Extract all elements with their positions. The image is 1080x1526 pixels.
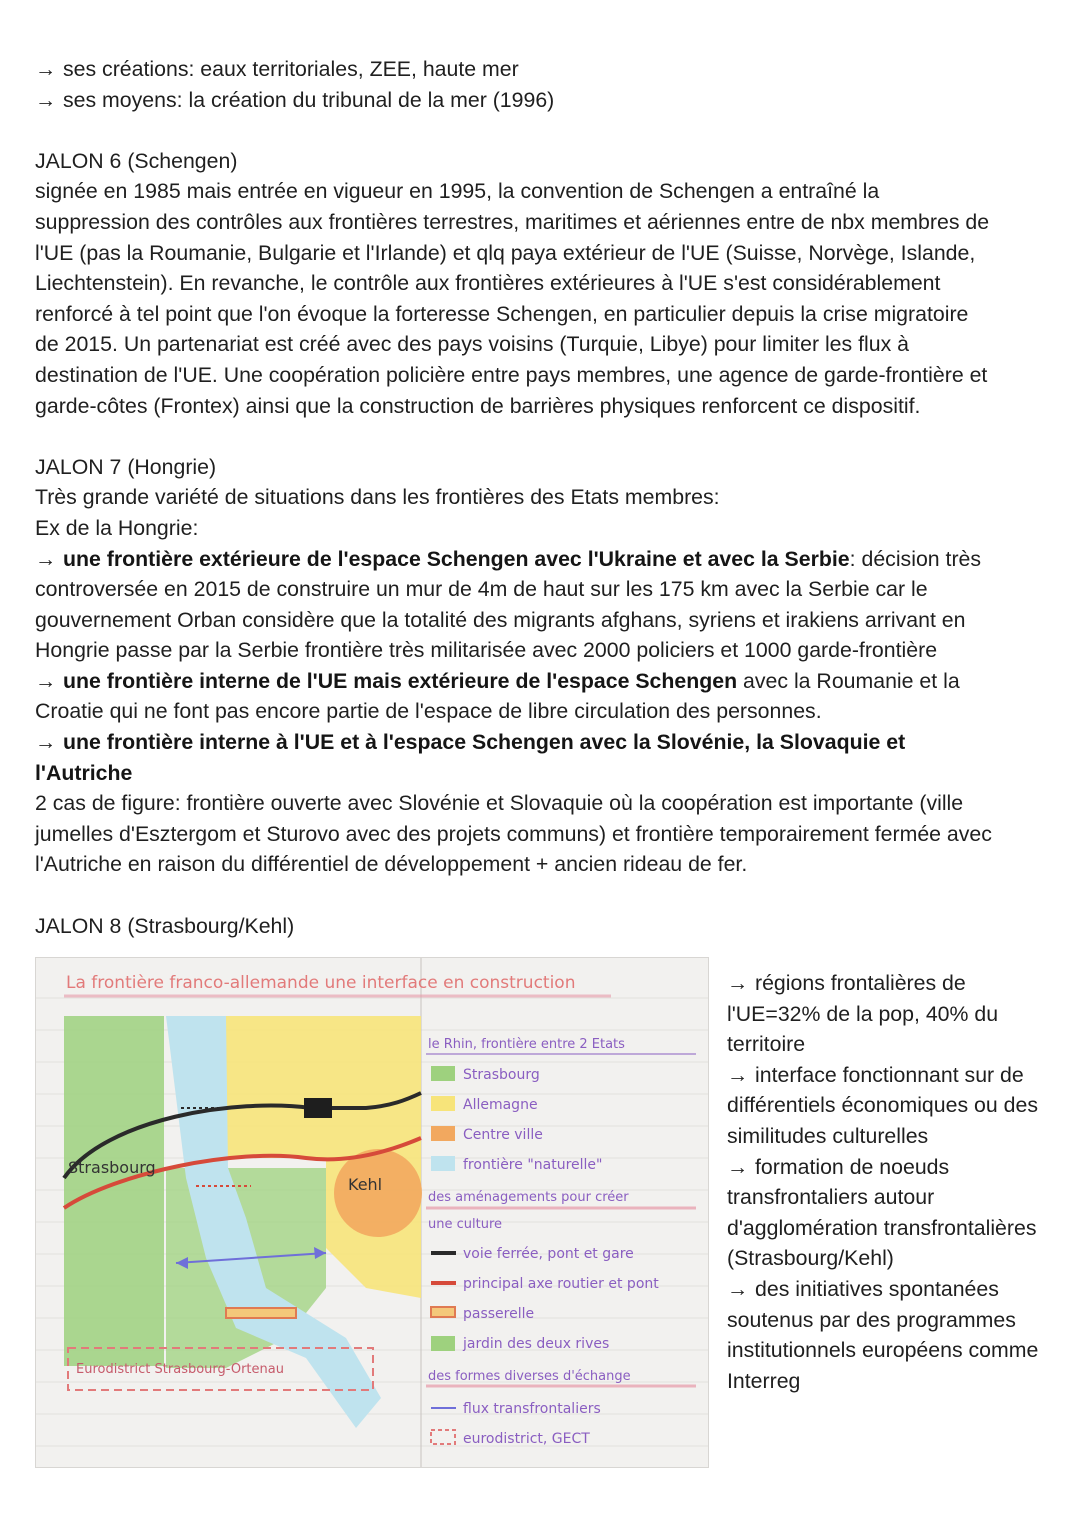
map-title: La frontière franco-allemande une interface en construction	[66, 973, 576, 993]
svg-text:flux transfrontaliers: flux transfrontaliers	[463, 1401, 601, 1417]
side-line: institutionnels européens comme	[727, 1338, 1039, 1363]
svg-text:une culture: une culture	[428, 1217, 503, 1232]
side-line: Interreg	[727, 1368, 801, 1393]
jalon6-title: JALON 6 (Schengen)	[35, 148, 238, 173]
side-line: transfrontaliers autour	[727, 1185, 935, 1210]
svg-text:Allemagne: Allemagne	[463, 1097, 538, 1113]
legend-swatch-yellow	[431, 1096, 455, 1111]
svg-text:Centre ville: Centre ville	[463, 1127, 543, 1143]
train-station	[304, 1098, 332, 1118]
jalon6-line: destination de l'UE. Une coopération policière entre pays membres, une agence de garde-frontière et	[35, 362, 988, 387]
jalon7-title: JALON 7 (Hongrie)	[35, 454, 217, 479]
jalon6-line: renforcé à tel point que l'on évoque la forteresse Schengen, en particulier depuis la crise migratoire	[35, 301, 969, 326]
jalon6-line: Liechtenstein). En revanche, le contrôle aux frontières extérieures à l'UE s'est considérablement	[35, 271, 941, 296]
svg-text:voie ferrée, pont et gare: voie ferrée, pont et gare	[463, 1246, 634, 1262]
svg-text:passerelle: passerelle	[463, 1306, 535, 1322]
jalon7-line: 2 cas de figure: frontière ouverte avec Slovénie et Slovaquie où la coopération est importante (ville	[35, 791, 964, 816]
side-line: différentiels économiques ou des	[727, 1093, 1038, 1118]
jalon7-line: l'Autriche en raison du différentiel de développement + ancien rideau de fer.	[35, 852, 748, 877]
legend-header: des formes diverses d'échange	[428, 1369, 631, 1384]
map-legend	[426, 1037, 696, 1447]
legend-swatch-orange	[431, 1126, 455, 1141]
map-svg	[36, 958, 708, 1467]
side-line: d'agglomération transfrontalières	[727, 1215, 1037, 1240]
legend-swatch-garden	[431, 1336, 455, 1351]
side-line: (Strasbourg/Kehl)	[727, 1246, 894, 1271]
label-strasbourg: Strasbourg	[68, 1158, 156, 1177]
legend-swatch-blue	[431, 1156, 455, 1171]
footbridge	[226, 1308, 296, 1318]
arrow-icon: →	[35, 57, 57, 81]
legend-swatch-bridge	[431, 1307, 455, 1317]
side-notes	[727, 968, 1077, 1396]
jalon7-point-1: → une frontière extérieure de l'espace Schengen avec l'Ukraine et avec la Serbie: décision très	[35, 544, 1075, 575]
arrow-icon: →	[35, 730, 57, 755]
jalon6-line: suppression des contrôles aux frontières terrestres, maritimes et aériennes entre de nbx membres de	[35, 209, 990, 234]
arrow-icon: →	[35, 668, 57, 693]
jalon7-intro: Ex de la Hongrie:	[35, 515, 199, 540]
svg-text:eurodistrict, GECT: eurodistrict, GECT	[463, 1431, 590, 1447]
jalon6-line: signée en 1985 mais entrée en vigueur en 1995, la convention de Schengen a entraîné la	[35, 179, 880, 204]
side-line: → interface fonctionnant sur de	[727, 1060, 1077, 1091]
svg-text:jardin des deux rives: jardin des deux rives	[463, 1336, 610, 1352]
jalon7-point-3: → une frontière interne à l'UE et à l'espace Schengen avec la Slovénie, la Slovaquie et	[35, 727, 1075, 758]
svg-text:principal axe routier et pont: principal axe routier et pont	[463, 1276, 659, 1292]
strasbourg-area	[64, 1016, 164, 1366]
jalon7-line: Hongrie passe par la Serbie frontière très militarisée avec 2000 policiers et 1000 garde-frontière	[35, 638, 938, 663]
legend-swatch-green	[431, 1066, 455, 1081]
jalon7-point-3-cont: l'Autriche	[35, 760, 133, 785]
jalon7-intro: Très grande variété de situations dans les frontières des Etats membres:	[35, 485, 720, 510]
side-line: territoire	[727, 1032, 806, 1057]
arrow-icon: →	[35, 87, 57, 112]
side-line: soutenus par des programmes	[727, 1307, 1016, 1332]
jalon7-line: controversée en 2015 de construire un mur de 4m de haut sur les 175 km avec la Serbie car le	[35, 577, 928, 602]
side-line: → formation de noeuds	[727, 1152, 1077, 1183]
document-body	[35, 54, 1075, 941]
legend-header: des aménagements pour créer	[428, 1190, 629, 1205]
jalon6-line: garde-côtes (Frontex) ainsi que la construction de barrières physiques renforcent ce dispositif.	[35, 393, 921, 418]
legend-swatch-eurodistrict	[431, 1430, 455, 1444]
arrow-icon: →	[35, 546, 57, 571]
jalon7-line: jumelles d'Esztergom et Sturovo avec des projets communs) et frontière temporairement fermée avec	[35, 821, 992, 846]
label-kehl: Kehl	[348, 1175, 383, 1194]
side-line: l'UE=32% de la pop, 40% du	[727, 1001, 999, 1026]
arrow-icon: →	[727, 971, 749, 995]
intro-line-2: → ses moyens: la création du tribunal de la mer (1996)	[35, 85, 1075, 116]
hand-drawn-map	[35, 957, 709, 1468]
jalon8-title: JALON 8 (Strasbourg/Kehl)	[35, 913, 295, 938]
side-line: → régions frontalières de	[727, 968, 1077, 999]
jalon6-line: de 2015. Un partenariat est créé avec des pays voisins (Turquie, Libye) pour limiter les flux à	[35, 332, 909, 357]
label-eurodistrict: Eurodistrict Strasbourg-Ortenau	[76, 1362, 284, 1377]
arrow-icon: →	[727, 1276, 749, 1301]
side-line: → des initiatives spontanées	[727, 1274, 1077, 1305]
arrow-icon: →	[727, 1062, 749, 1087]
side-line: similitudes culturelles	[727, 1123, 929, 1148]
jalon7-line: gouvernement Orban considère que la totalité des migrants afghans, syriens et irakiens arrivant en	[35, 607, 966, 632]
jalon6-line: l'UE (pas la Roumanie, Bulgarie et l'Irlande) et qlq paya extérieur de l'UE (Suisse, Norvège, Islande,	[35, 240, 976, 265]
jalon7-line: Croatie qui ne font pas encore partie de l'espace de libre circulation des personnes.	[35, 699, 822, 724]
legend-header: le Rhin, frontière entre 2 Etats	[428, 1037, 625, 1052]
svg-text:Strasbourg: Strasbourg	[463, 1067, 540, 1083]
arrow-icon: →	[727, 1154, 749, 1179]
intro-line-1: → ses créations: eaux territoriales, ZEE, haute mer	[35, 54, 1075, 85]
svg-text:frontière "naturelle": frontière "naturelle"	[463, 1157, 603, 1173]
jalon7-point-2: → une frontière interne de l'UE mais extérieure de l'espace Schengen avec la Roumanie et la	[35, 666, 1075, 697]
